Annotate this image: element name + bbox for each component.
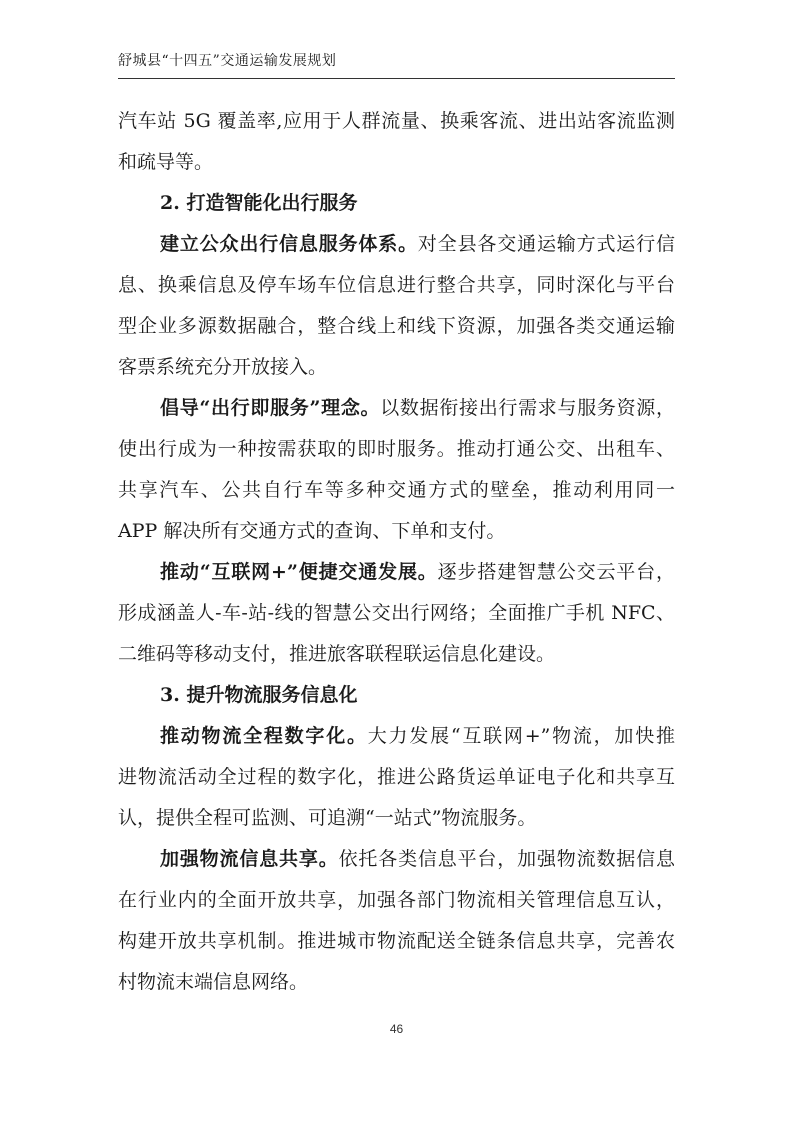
paragraph-line: APP 解决所有交通方式的查询、下单和支付。 xyxy=(118,520,506,542)
paragraph-line: 和疏导等。 xyxy=(118,151,214,173)
paragraph-text: 以数据衔接出行需求与服务资源， xyxy=(380,397,675,419)
page-number: 46 xyxy=(389,1022,404,1036)
paragraph-line: 认，提供全程可监测、可追溯“一站式”物流服务。 xyxy=(118,807,537,829)
paragraph-lead: 加强物流信息共享。 xyxy=(160,848,339,870)
paragraph-line xyxy=(160,225,675,263)
paragraph-line: 形成涵盖人-车-站-线的智慧公交出行网络；全面推广手机 NFC、 xyxy=(118,602,675,624)
paragraph-text: 逐步搭建智慧公交云平台， xyxy=(437,561,675,583)
paragraph-lead: 建立公众出行信息服务体系。 xyxy=(160,233,418,255)
paragraph-lead: 倡导“出行即服务”理念。 xyxy=(160,397,381,419)
paragraph-line: 使出行成为一种按需获取的即时服务。推动打通公交、出租车、 xyxy=(118,438,675,460)
paragraph-lead: 推动物流全程数字化。 xyxy=(160,725,368,747)
paragraph-line: 客票系统充分开放接入。 xyxy=(118,356,328,378)
paragraph-line: 构建开放共享机制。推进城市物流配送全链条信息共享，完善农 xyxy=(118,930,675,952)
paragraph-line xyxy=(160,389,675,427)
paragraph-line: 二维码等移动支付，推进旅客联程联运信息化建设。 xyxy=(118,643,556,665)
section-heading: 3. 提升物流服务信息化 xyxy=(160,684,358,706)
section-heading: 2. 打造智能化出行服务 xyxy=(160,192,358,214)
paragraph-text: 对全县各交通运输方式运行信 xyxy=(417,233,675,255)
running-header: 舒城县“十四五”交通运输发展规划 xyxy=(118,53,337,69)
paragraph-line: 汽车站 5G 覆盖率,应用于人群流量、换乘客流、进出站客流监测 xyxy=(118,110,675,132)
paragraph-line: 共享汽车、公共自行车等多种交通方式的壁垒，推动利用同一 xyxy=(118,479,675,501)
paragraph-text: 依托各类信息平台，加强物流数据信息 xyxy=(338,848,675,870)
paragraph-line: 进物流活动全过程的数字化，推进公路货运单证电子化和共享互 xyxy=(118,766,675,788)
paragraph-lead: 推动“互联网+”便捷交通发展。 xyxy=(160,561,438,583)
paragraph-line: 息、换乘信息及停车场车位信息进行整合共享，同时深化与平台 xyxy=(118,274,675,296)
paragraph-line: 型企业多源数据融合，整合线上和线下资源，加强各类交通运输 xyxy=(118,315,675,337)
paragraph-line xyxy=(160,717,675,755)
paragraph-line: 在行业内的全面开放共享，加强各部门物流相关管理信息互认， xyxy=(118,889,675,911)
paragraph-line: 村物流末端信息网络。 xyxy=(118,971,309,993)
paragraph-text: 大力发展“互联网+”物流，加快推 xyxy=(367,725,675,747)
header-divider xyxy=(118,78,675,79)
paragraph-line xyxy=(160,840,675,878)
paragraph-line xyxy=(160,553,675,591)
